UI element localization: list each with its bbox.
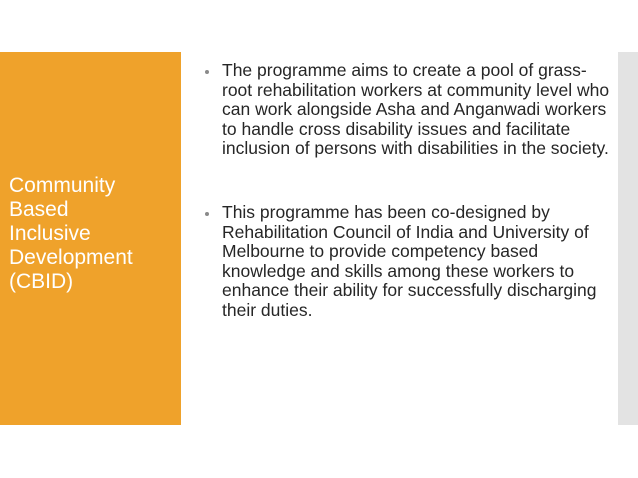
bullet-dot-icon	[205, 212, 209, 216]
scroll-strip[interactable]	[618, 52, 638, 425]
bullet-text: This programme has been co-designed by Rehabilitation Council of India and University of Melbourne to provide competency based knowledge and skills among these workers to enhance their ability for successfully discharging their duties.	[222, 201, 597, 320]
bullet-list	[205, 61, 610, 321]
slide-title: Community Based Inclusive Development (CBID)	[9, 174, 133, 293]
bullet-text: The programme aims to create a pool of grass-root rehabilitation workers at community level who can work alongside Asha and Anganwadi workers to handle cross disability issues and facilitate inclusion of persons with disabilities in the society.	[222, 60, 610, 159]
bullet-item	[205, 61, 610, 159]
bullet-item	[205, 203, 610, 321]
bullet-dot-icon	[205, 70, 209, 74]
